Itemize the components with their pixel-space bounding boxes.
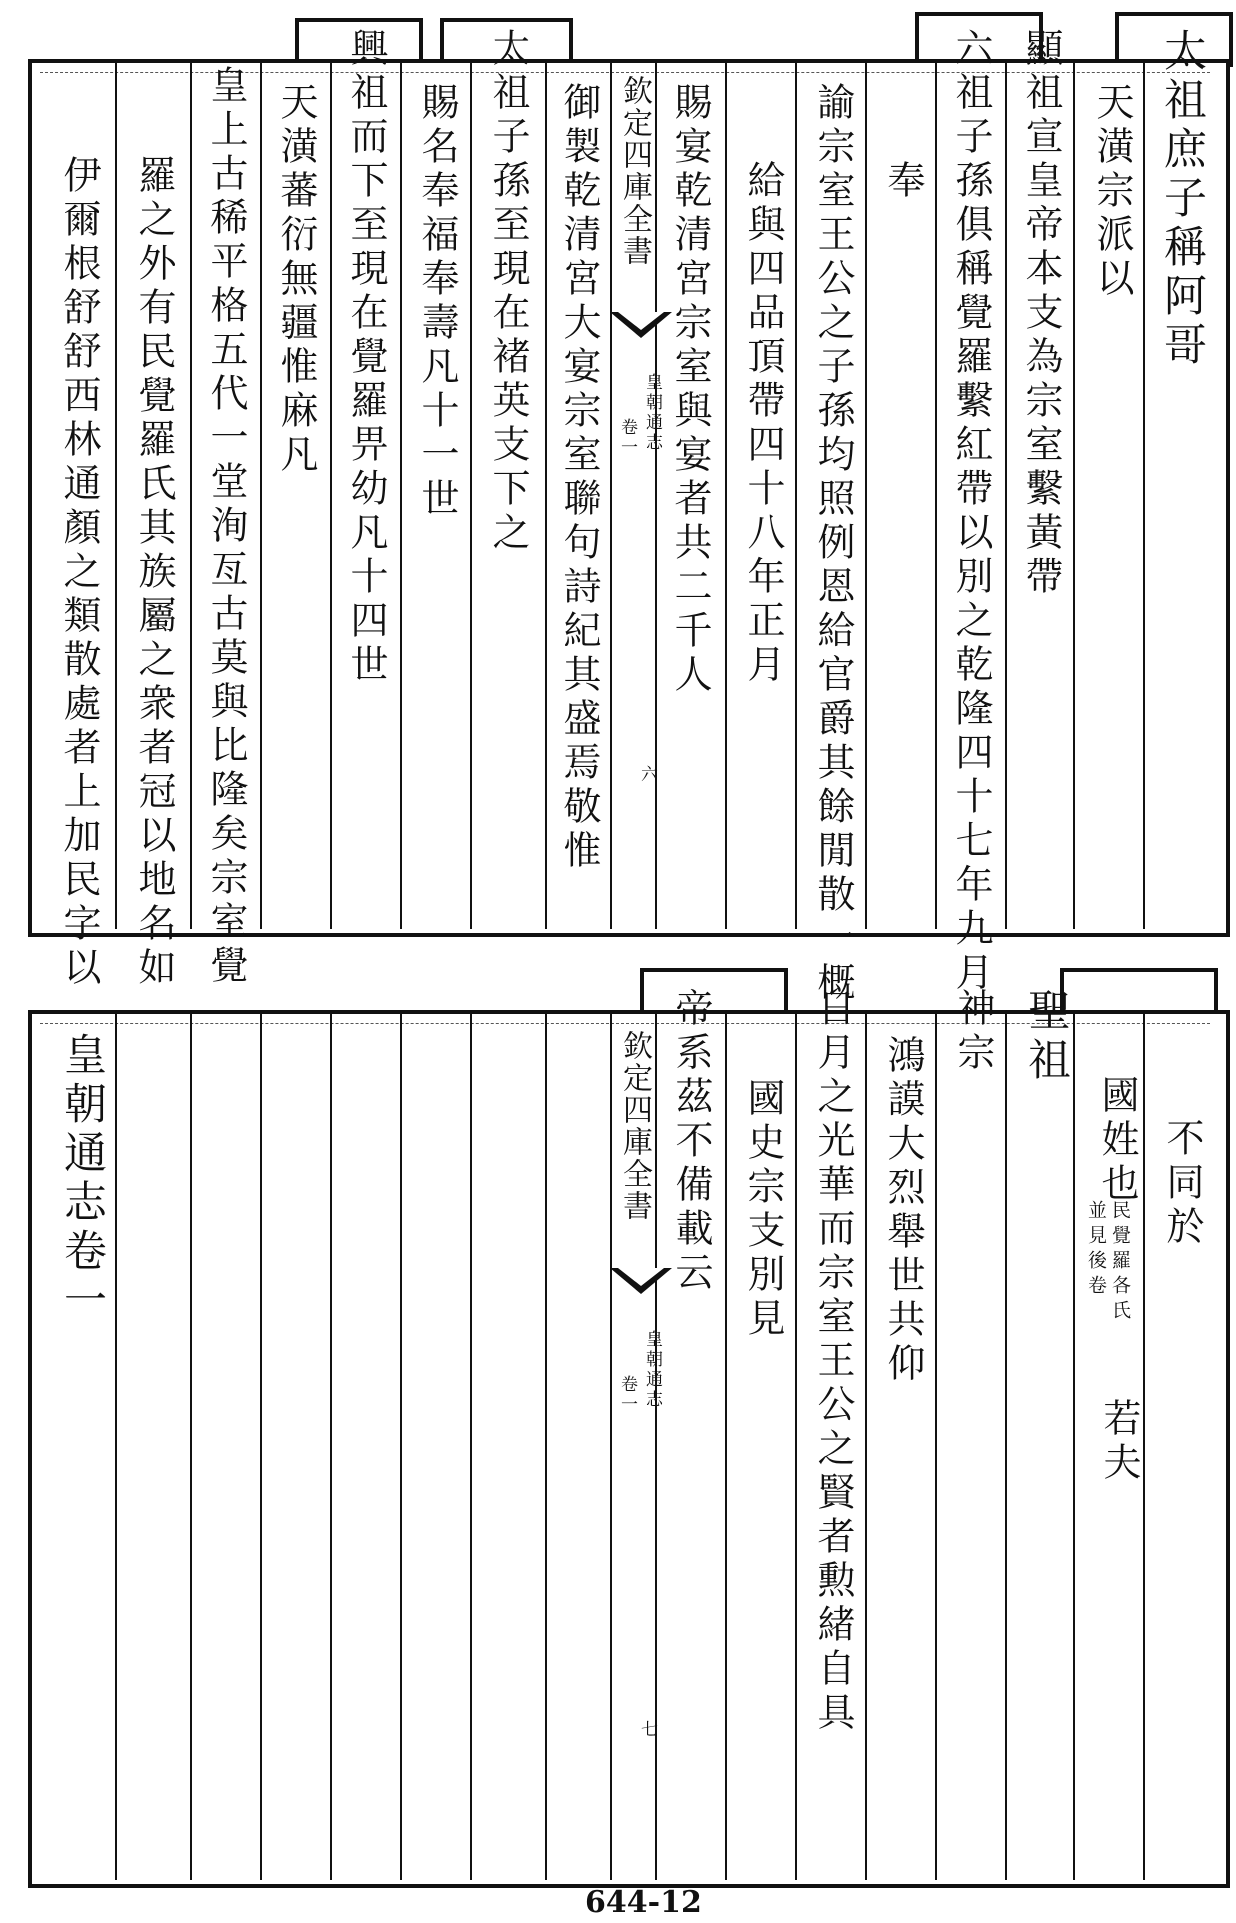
top-column-text: 羅之外有民覺羅氏其族屬之衆者冠以地名如	[132, 155, 176, 991]
bottom-col-divider	[330, 1014, 332, 1880]
bottom-column-text: 鴻謨大烈舉世共仰	[881, 1035, 925, 1387]
bottom-col-divider	[865, 1014, 867, 1880]
bottom-col-divider	[190, 1014, 192, 1880]
top-column-text: 興祖而下至現在覺羅畀幼凡十四世	[344, 28, 388, 688]
top-column-text: 六祖子孫俱稱覺羅繫紅帶以別之乾隆四十七年九月	[949, 28, 993, 996]
top-strip-title: 欽定四庫全書	[617, 75, 652, 267]
top-col-divider	[1073, 63, 1075, 929]
bottom-strip-title: 欽定四庫全書	[617, 1030, 652, 1222]
bottom-col-divider	[400, 1014, 402, 1880]
bottom-column-text: 聖祖	[1021, 988, 1071, 1086]
bottom-column-text: 不同於	[1160, 1118, 1204, 1250]
top-column-text: 給與四品頂帶四十八年正月	[741, 160, 785, 688]
bottom-strip-volume: 卷一	[617, 1375, 637, 1415]
top-col-divider	[725, 63, 727, 929]
bottom-col-divider	[1073, 1014, 1075, 1880]
top-col-divider	[1005, 63, 1007, 929]
top-col-divider	[865, 63, 867, 929]
top-column-text: 顯祖宣皇帝本支為宗室繫黃帶	[1019, 28, 1063, 600]
bottom-col-divider	[115, 1014, 117, 1880]
bottom-column-text: 若夫	[1097, 1398, 1141, 1486]
top-strip-page: 六	[637, 765, 657, 785]
top-col-divider	[470, 63, 472, 929]
top-column-text: 賜宴乾清宮宗室與宴者共二千人	[668, 82, 712, 698]
top-col-divider	[545, 63, 547, 929]
bottom-strip-book: 皇朝通志	[642, 1330, 662, 1410]
bottom-col-divider	[935, 1014, 937, 1880]
bottom-col-divider	[1005, 1014, 1007, 1880]
bottom-column-note: 並見後卷	[1085, 1200, 1107, 1300]
top-col-divider	[260, 63, 262, 929]
top-column-text: 奉	[881, 160, 925, 204]
bottom-column-text: 神宗	[951, 988, 995, 1076]
bottom-column-text: 國姓也	[1095, 1075, 1139, 1207]
top-column-text: 賜名奉福奉壽凡十一世	[415, 82, 459, 522]
top-col-divider	[795, 63, 797, 929]
top-column-text: 御製乾清宮大宴宗室聯句詩紀其盛焉敬惟	[557, 82, 601, 874]
bottom-col-divider	[725, 1014, 727, 1880]
page-number: 644-12	[585, 1885, 702, 1920]
top-column-text: 天潢蕃衍無疆惟麻凡	[274, 82, 318, 478]
bottom-col-divider	[470, 1014, 472, 1880]
top-col-divider	[115, 63, 117, 929]
top-strip-book: 皇朝通志	[642, 373, 662, 453]
top-strip-volume: 卷一	[617, 418, 637, 458]
top-column-text: 諭宗室王公之子孫均照例恩給官爵其餘閒散一概	[811, 82, 855, 1006]
bottom-fish-tail-notch	[618, 1268, 664, 1286]
bottom-column-text: 國史宗支別見	[741, 1078, 785, 1342]
top-fish-tail-notch	[618, 312, 664, 330]
bottom-strip-page: 七	[637, 1720, 657, 1740]
bottom-col-divider	[260, 1014, 262, 1880]
top-col-divider	[1143, 63, 1145, 929]
top-column-text: 太祖子孫至現在褚英支下之	[486, 28, 530, 556]
top-col-divider	[400, 63, 402, 929]
top-column-text: 天潢宗派以	[1090, 82, 1134, 302]
top-col-divider	[935, 63, 937, 929]
bottom-column-text: 日月之光華而宗室王公之賢者勲緒自具	[811, 988, 855, 1736]
bottom-col-divider	[545, 1014, 547, 1880]
top-column-text: 伊爾根舒舒西林通顏之類散處者上加民字以	[57, 155, 101, 991]
top-column-text: 皇上古稀平格五代一堂洵亙古莫與比隆矣宗室覺	[204, 65, 248, 989]
bottom-col-divider	[795, 1014, 797, 1880]
bottom-column-text: 帝系茲不備載云	[669, 988, 713, 1296]
bottom-column-note: 民覺羅各氏	[1109, 1200, 1131, 1325]
top-col-divider	[330, 63, 332, 929]
top-col-divider	[190, 63, 192, 929]
bottom-column-text: 皇朝通志卷一	[57, 1032, 107, 1326]
top-column-text: 太祖庶子稱阿哥	[1157, 28, 1207, 371]
